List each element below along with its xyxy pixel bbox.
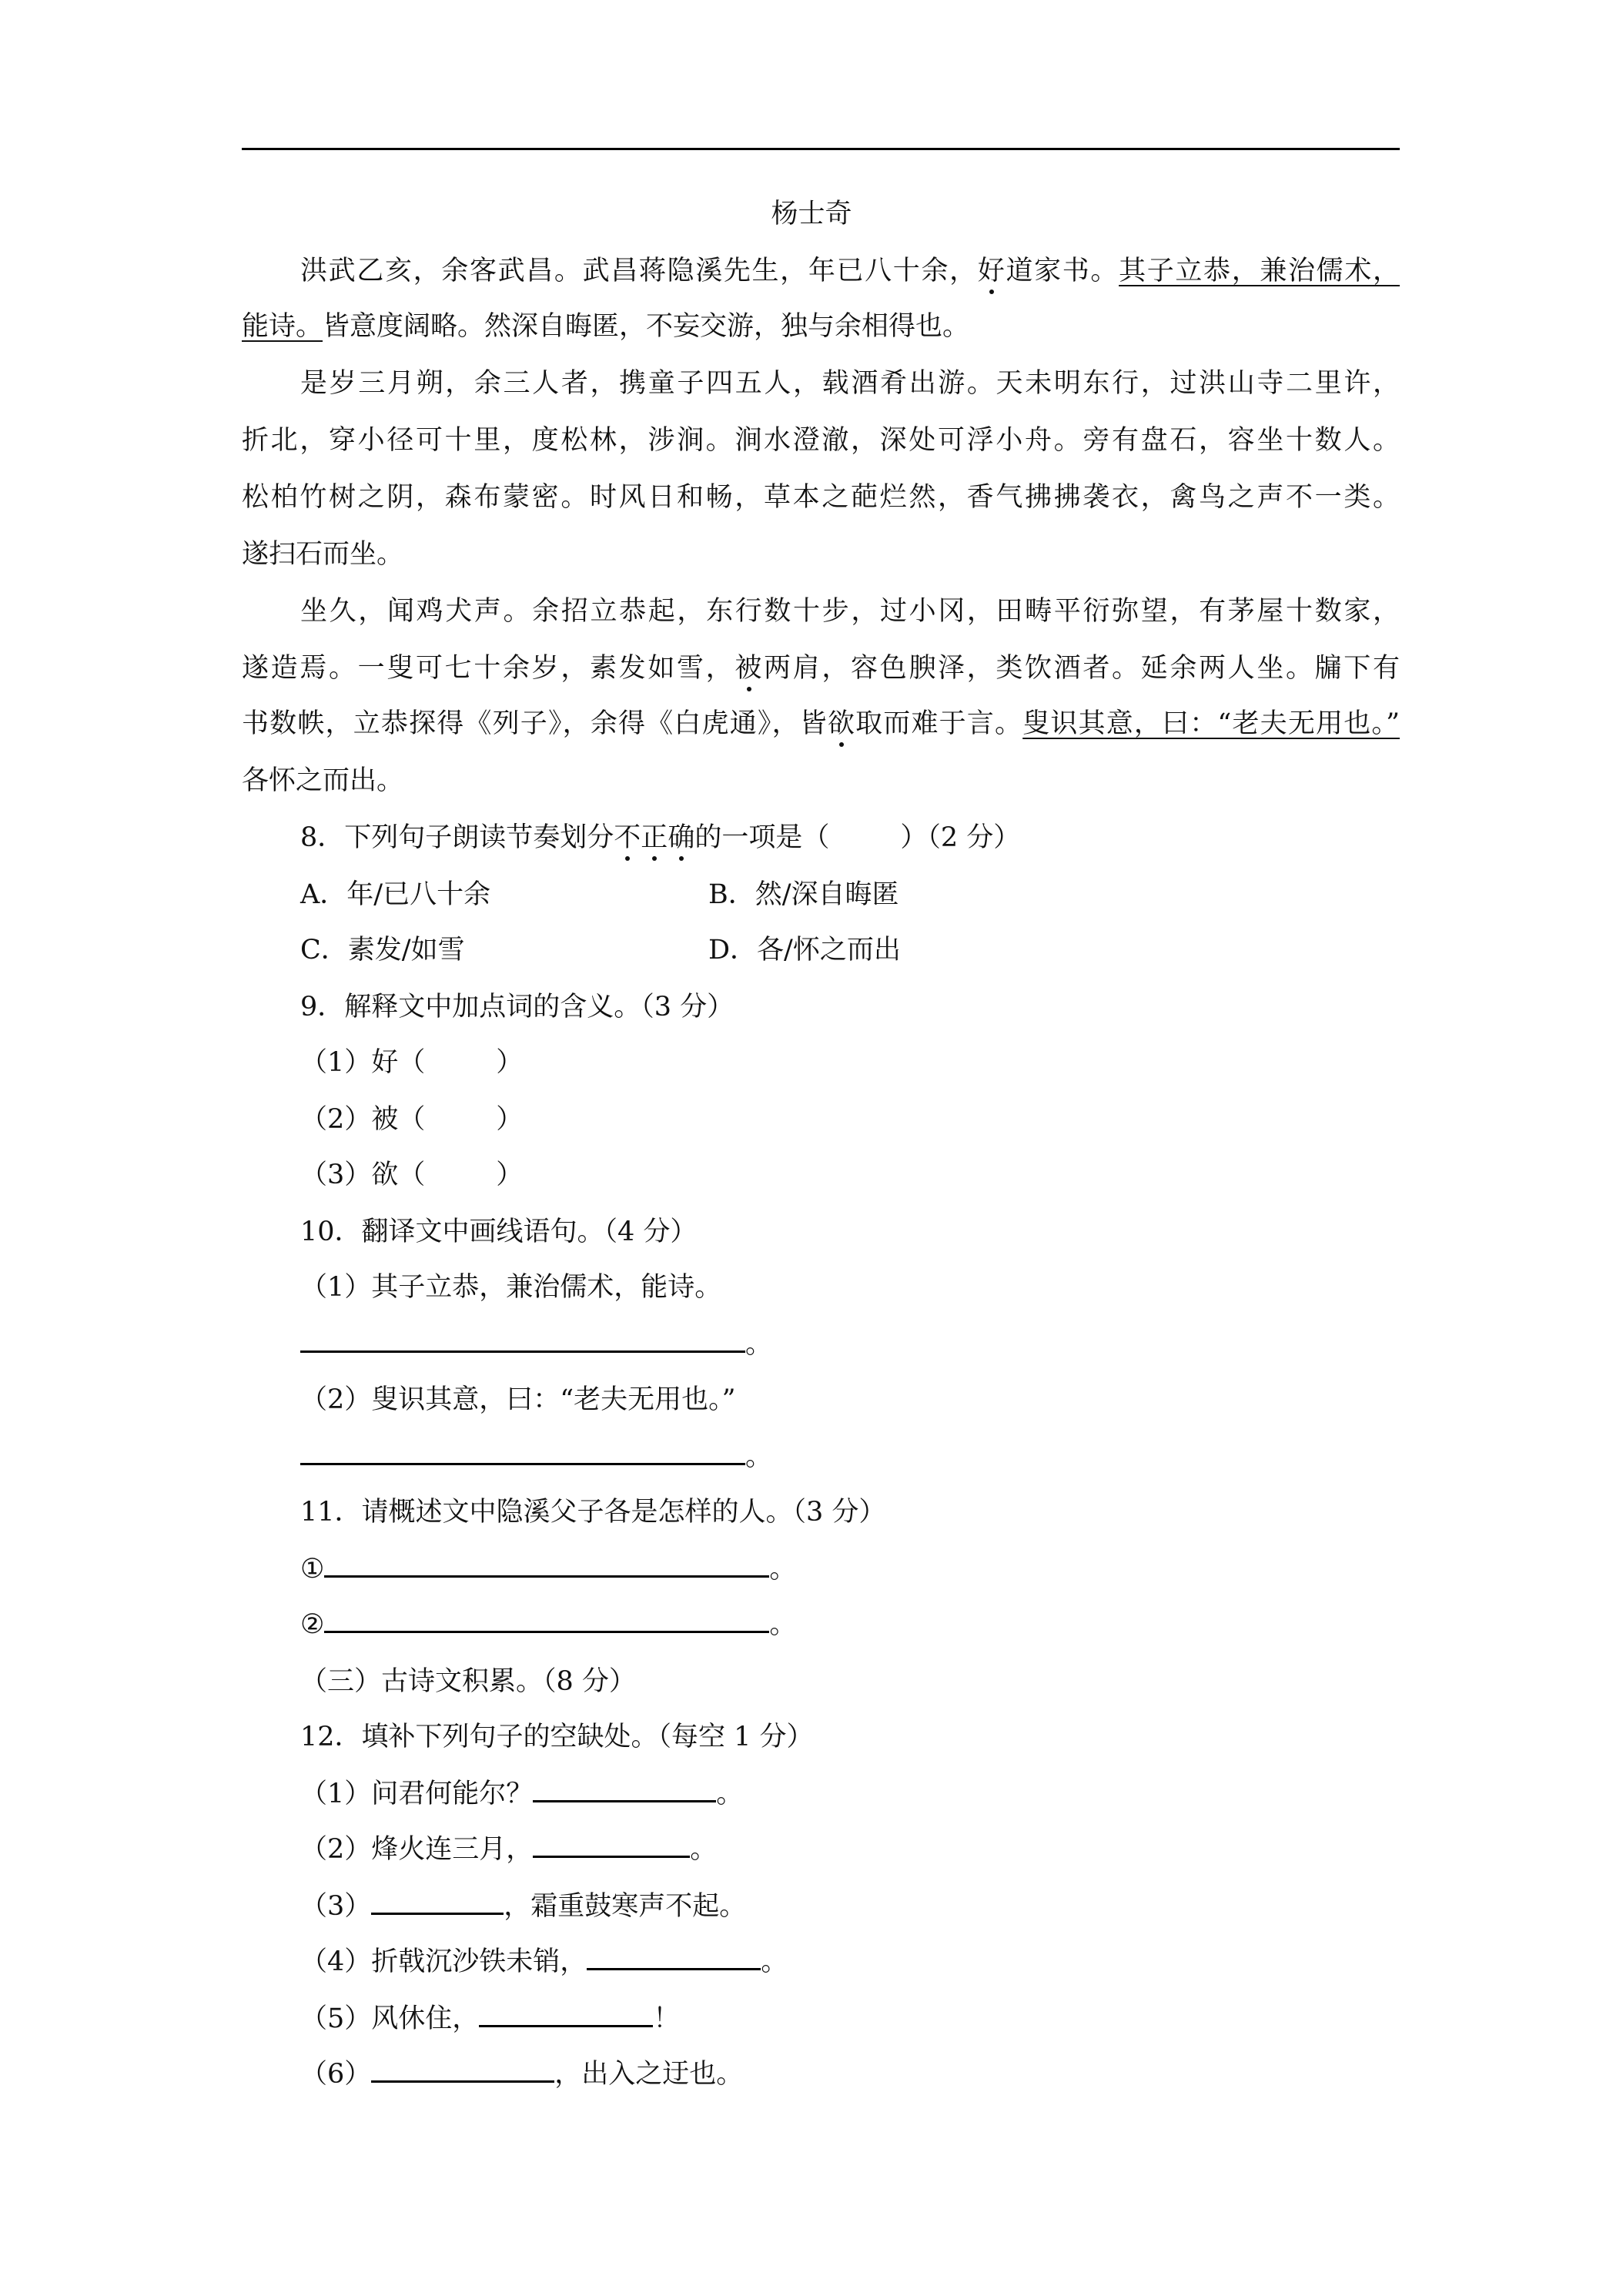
underlined-sentence-2: 叟识其意，曰：“老夫无用也。” (1022, 708, 1400, 739)
section-3-heading: （三）古诗文积累。（8 分） (300, 1666, 636, 1697)
q10-sentence-1: （1）其子立恭，兼治儒术，能诗。 (300, 1272, 722, 1303)
passage-title: 杨士奇 (771, 199, 852, 229)
q9-stem: 9．解释文中加点词的含义。（3 分） (300, 992, 735, 1022)
p2-line-3: 松柏竹树之阴，森布蒙密。时风日和畅，草本之葩烂然，香气拂拂袭衣，禽鸟之声不一类。 (242, 482, 1400, 513)
underlined-sentence-1a: 其子立恭，兼治儒术， (1119, 256, 1400, 286)
underlined-sentence-1b: 能诗。 (242, 311, 323, 342)
q8-option-b: B．然/深自晦匿 (708, 879, 899, 910)
q12-stem: 12．填补下列句子的空缺处。（每空 1 分） (300, 1722, 814, 1752)
q11-stem: 11．请概述文中隐溪父子各是怎样的人。（3 分） (300, 1497, 886, 1528)
q9-item-1: （1）好（ ） (300, 1047, 524, 1078)
dotted-char-yu: 欲 (827, 708, 856, 739)
p3-line-3: 书数帙，立恭探得《列子》，余得《白虎通》，皆欲取而难于言。叟识其意，曰：“老夫无用也。” (242, 708, 1400, 739)
q12-item-5[interactable]: （5）风休住， ！ (300, 2003, 681, 2034)
q8-option-a: A．年/已八十余 (300, 879, 491, 910)
q8-stem: 8．下列句子朗读节奏划分不正确的一项是（ ）（2 分） (300, 822, 1021, 853)
q12-item-2[interactable]: （2）烽火连三月， 。 (300, 1834, 718, 1865)
p1-line-2: 能诗。皆意度阔略。然深自晦匿，不妄交游，独与余相得也。 (242, 311, 970, 342)
p1-line-1: 洪武乙亥，余客武昌。武昌蒋隐溪先生，年已八十余，好道家书。其子立恭，兼治儒术， (300, 256, 1400, 286)
p2-line-2: 折北，穿小径可十里，度松林，涉涧。涧水澄澈，深处可浮小舟。旁有盘石，容坐十数人。 (242, 425, 1400, 456)
p3-line-1: 坐久，闻鸡犬声。余招立恭起，东行数十步，过小冈，田畴平衍弥望，有茅屋十数家， (300, 596, 1400, 627)
q12-item-6[interactable]: （6） ，出入之迂也。 (300, 2059, 744, 2090)
q12-item-1[interactable]: （1）问君何能尔？ 。 (300, 1779, 744, 1809)
q10-answer-line-1[interactable]: 。 (300, 1327, 772, 1361)
p2-line-4: 遂扫石而坐。 (242, 539, 404, 570)
q11-answer-1[interactable]: ① 。 (300, 1554, 797, 1585)
header-rule (242, 148, 1400, 150)
q10-stem: 10．翻译文中画线语句。（4 分） (300, 1217, 698, 1247)
p2-line-1: 是岁三月朔，余三人者，携童子四五人，载酒肴出游。天未明东行，过洪山寺二里许， (300, 368, 1400, 399)
dotted-char-hao: 好 (977, 256, 1006, 286)
p3-line-4: 各怀之而出。 (242, 765, 404, 796)
q10-answer-line-2[interactable]: 。 (300, 1440, 772, 1474)
dotted-char-bei: 被 (735, 653, 764, 684)
q12-item-3[interactable]: （3） ，霜重鼓寒声不起。 (300, 1891, 747, 1922)
q8-option-d: D．各/怀之而出 (708, 935, 901, 966)
q9-item-2: （2）被（ ） (300, 1104, 524, 1135)
q9-item-3: （3）欲（ ） (300, 1160, 524, 1190)
q10-sentence-2: （2）叟识其意，曰：“老夫无用也。” (300, 1384, 736, 1415)
q11-answer-2[interactable]: ② 。 (300, 1609, 797, 1640)
q12-item-4[interactable]: （4）折戟沉沙铁未销， 。 (300, 1946, 788, 1977)
p3-line-2: 遂造焉。一叟可七十余岁，素发如雪，被两肩，容色腴泽，类饮酒者。延余两人坐。牖下有 (242, 653, 1400, 684)
q8-option-c: C．素发/如雪 (300, 935, 465, 966)
